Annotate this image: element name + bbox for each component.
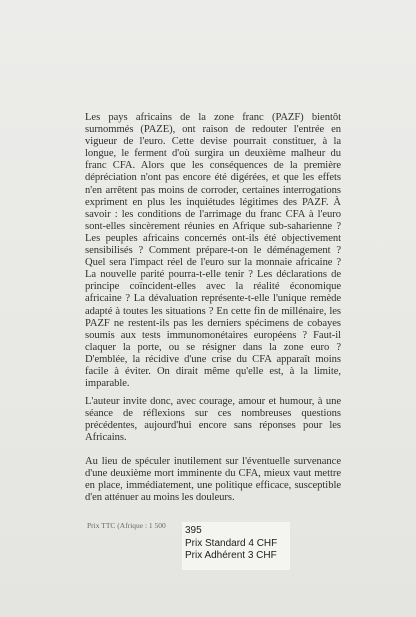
price-sticker [182,522,290,570]
paragraph-text: Au lieu de spéculer inutilement sur l'éventuelle survenance d'une deuxième mort imminente du CFA, mieux vaut mettre en place, immédiatement, une politique efficace, susceptible d'en atténuer au moins les douleurs. [85,456,341,504]
blurb-paragraph-2 [85,396,341,444]
blurb-paragraph-3 [85,456,341,504]
price-ttc-label: Prix TTC (Afrique : 1 500 [87,521,166,530]
blurb-paragraph-1 [85,112,341,390]
sticker-standard-price: Prix Standard 4 CHF [185,537,278,549]
paragraph-text: Les pays africains de la zone franc (PAZF) bientôt surnommés (PAZE), ont raison de redouter l'entrée en vigueur de l'euro. Cette devise pourrait constituer, à la longue, le ferment d'où surgira un deuxième malheur du franc CFA. Alors que les conséquences de la première dépréciation n'ont pas encore été digérées, et que les effets n'en arrêtent pas moins de corroder, certaines interrogations expriment en plus les inquiétudes légitimes des PAZF. À savoir : les conditions de l'arrimage du franc CFA à l'euro sont-elles sincèrement réunies en Afrique sub-saharienne ? Les peuples africains concernés ont-ils été objectivement sensibilisés ? Comment prépare-t-on le déménagement ? Quel sera l'impact réel de l'euro sur la monnaie africaine ? La nouvelle parité pourra-t-elle tenir ? Les déclarations de principe coïncident-elles avec la réalité économique africaine ? La dévaluation représente-t-elle l'unique remède adapté à toutes les situations ? En cette fin de millénaire, les PAZF ne restent-ils pas les derniers spécimens de cobayes soumis aux tests immunomonétaires européens ? Faut-il claquer la porte, ou se résigner dans la zone euro ? D'emblée, la récidive d'une crise du CFA apparaît moins facile à éviter. On dirait même qu'elle est, à la limite, imparable. [85,112,341,390]
sticker-code: 395 [185,525,202,536]
paragraph-text: L'auteur invite donc, avec courage, amour et humour, à une séance de réflexions sur ces nombreuses questions précédentes, aujourd'hui encore sans réponses pour les Africains. [85,396,341,444]
sticker-member-price: Prix Adhérent 3 CHF [185,550,277,561]
